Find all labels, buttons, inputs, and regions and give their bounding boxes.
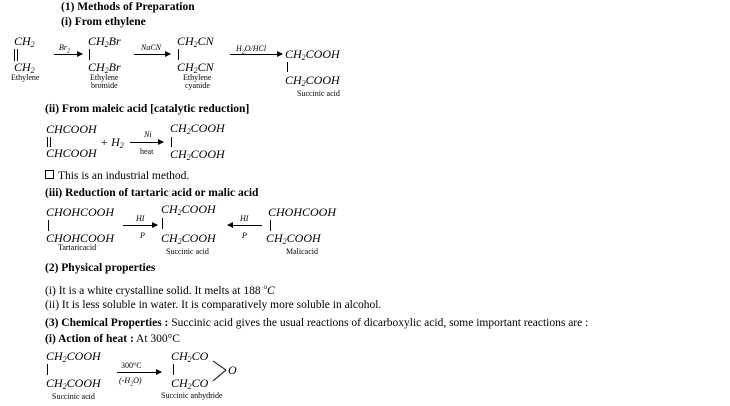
- reaction-arrow-5: [123, 225, 157, 226]
- succinic-acid-label-3: Succinic acid: [52, 392, 95, 401]
- ethylene-bromide-bottom: $CH_2Br$: [88, 60, 121, 75]
- single-bond: [48, 220, 49, 231]
- single-bond: [173, 364, 174, 375]
- single-bond: [171, 137, 172, 147]
- anhydride-formula-bottom: $CH_2CO$: [171, 376, 209, 391]
- succinic-acid-label: Succinic acid: [297, 89, 340, 98]
- loss-of-water: $(-H_2O)$: [119, 376, 142, 388]
- physical-line-1: (i) It is a white crystalline solid. It melts at 188 $^o$C: [45, 283, 275, 297]
- action-of-heat-line: (i) Action of heat : At 300°C: [45, 333, 180, 345]
- reagent-p-1: P: [140, 231, 145, 240]
- ethylene-bromide-label-1: Ethylene: [90, 73, 119, 82]
- reagent-hi-2: HI: [240, 214, 249, 223]
- reaction-arrow-1: [54, 54, 82, 55]
- reaction-arrow-4: [130, 142, 163, 143]
- single-bond: [178, 49, 179, 60]
- methods-heading: (1) Methods of Preparation: [61, 1, 195, 13]
- anhydride-formula-top: $CH_2CO$: [171, 349, 209, 364]
- reaction-arrow-2: [134, 54, 170, 55]
- reagent-p-2: P: [242, 231, 247, 240]
- succinic-anhydride-label: Succinic anhydride: [161, 391, 223, 400]
- reaction-arrow-6: [228, 225, 262, 226]
- ethylene-formula-top: $CH_2$: [14, 34, 35, 49]
- from-maleic-heading: (ii) From maleic acid [catalytic reduction]: [45, 103, 250, 115]
- tartaric-formula-bottom: CHOHCOOH: [46, 231, 115, 245]
- maleic-formula-top: CHCOOH: [46, 122, 97, 136]
- malic-formula-top: CHOHCOOH: [268, 205, 337, 219]
- succinic-formula-top-3: $CH_2COOH$: [46, 349, 101, 364]
- reagent-nacn: NaCN: [141, 43, 162, 52]
- tartaric-formula-top: CHOHCOOH: [46, 205, 115, 219]
- chemical-properties-line: (3) Chemical Properties : Succinic acid gives the usual reactions of dicarboxylic acid, some important reactions are :: [45, 317, 589, 329]
- ethylene-cyanide-label-1: Ethylene: [183, 73, 212, 82]
- succinic-acid-top: $CH_2COOH$: [285, 47, 340, 62]
- catalyst-ni: Ni: [144, 130, 152, 139]
- single-bond: [89, 49, 90, 60]
- ethylene-cyanide-top: $CH_2CN$: [177, 34, 214, 49]
- ring-bond-bottom: [213, 370, 226, 381]
- ethylene-cyanide-label-2: cyanide: [185, 81, 210, 90]
- succinic-formula-bottom: $CH_2COOH$: [170, 147, 225, 162]
- from-ethylene-heading: (i) From ethylene: [61, 16, 146, 28]
- ethylene-bromide-top: $CH_2Br$: [88, 34, 121, 49]
- single-bond: [287, 62, 288, 72]
- ethylene-bromide-label-2: bromide: [91, 81, 118, 90]
- reaction-arrow-7: [117, 372, 161, 373]
- maleic-formula-bottom: CHCOOH: [46, 146, 97, 160]
- reduction-heading: (iii) Reduction of tartaric acid or malic acid: [45, 187, 259, 199]
- malic-formula-bottom: $CH_2COOH$: [266, 231, 321, 246]
- checkbox-bullet-icon: [45, 170, 54, 179]
- physical-heading: (2) Physical properties: [45, 262, 156, 274]
- condition-heat: heat: [140, 147, 154, 156]
- malic-acid-label: Malicacid: [286, 247, 318, 256]
- ethylene-label: Ethylene: [11, 73, 40, 82]
- ethylene-formula-bottom: $CH_2$: [14, 60, 35, 75]
- succinic-formula-bottom-2: $CH_2COOH$: [161, 231, 216, 246]
- ethylene-cyanide-bottom: $CH_2CN$: [177, 60, 214, 75]
- ring-bond-top: [213, 361, 226, 370]
- hydrogen-reagent: + $H_2$: [100, 135, 124, 150]
- succinic-formula-top-2: $CH_2COOH$: [161, 202, 216, 217]
- anhydride-oxygen: O: [228, 363, 237, 377]
- physical-line-2: (ii) It is less soluble in water. It is comparatively more soluble in alcohol.: [45, 299, 382, 311]
- temperature-300c: 300°C: [121, 361, 142, 370]
- reagent-br2: $Br_2$: [59, 43, 70, 55]
- tartaric-acid-label: Tartaricacid: [58, 243, 97, 252]
- succinic-formula-top: $CH_2COOH$: [170, 121, 225, 136]
- industrial-note: This is an industrial method.: [45, 169, 189, 183]
- reaction-arrow-3: [230, 54, 282, 55]
- succinic-acid-label-2: Succinic acid: [166, 247, 209, 256]
- succinic-formula-bottom-3: $CH_2COOH$: [46, 376, 101, 391]
- reagent-h2o-hcl: $H_2O$/HCl: [236, 44, 267, 56]
- single-bond: [162, 218, 163, 229]
- single-bond: [47, 364, 48, 375]
- succinic-acid-bottom: $CH_2COOH$: [285, 73, 340, 88]
- single-bond: [270, 220, 271, 231]
- reagent-hi-1: HI: [136, 214, 145, 223]
